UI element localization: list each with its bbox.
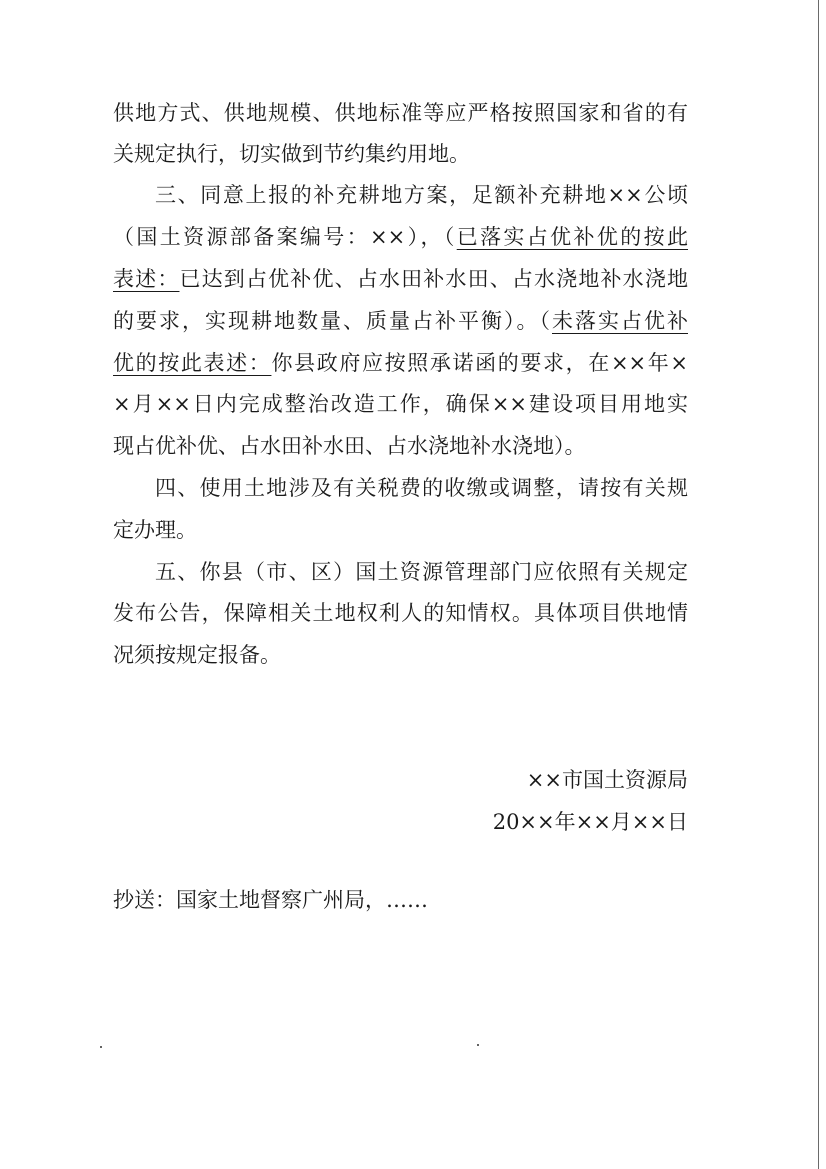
body-line-6 bbox=[113, 306, 688, 336]
underlined-text: 未落实占优补 bbox=[552, 309, 688, 333]
text-segment: 定办理。 bbox=[113, 518, 197, 542]
text-segment: 关规定执行，切实做到节约集约用地。 bbox=[113, 142, 470, 166]
body-line-11 bbox=[113, 515, 688, 545]
body-line-10 bbox=[155, 473, 688, 503]
signature-date: 20××年××月××日 bbox=[492, 810, 688, 834]
body-line-5 bbox=[113, 264, 688, 294]
body-line-9 bbox=[113, 431, 688, 461]
text-segment: 四、使用土地涉及有关税费的收缴或调整，请按有关规 bbox=[155, 476, 688, 500]
text-segment: 的要求，实现耕地数量、质量占补平衡）。（ bbox=[113, 309, 552, 333]
body-line-1 bbox=[113, 98, 688, 128]
body-line-2 bbox=[113, 139, 688, 169]
text-segment: 你县政府应按照承诺函的要求，在××年× bbox=[271, 351, 688, 375]
text-segment: ×月××日内完成整治改造工作，确保××建设项目用地实 bbox=[113, 392, 688, 416]
underlined-text: 已落实占优补优的按此 bbox=[456, 225, 689, 249]
body-line-4 bbox=[113, 222, 688, 252]
signature-org: ××市国土资源局 bbox=[526, 768, 688, 792]
body-line-7 bbox=[113, 348, 688, 378]
text-segment: 发布公告，保障相关土地权利人的知情权。具体项目供地情 bbox=[113, 601, 688, 625]
body-line-3 bbox=[155, 180, 688, 210]
body-line-13 bbox=[113, 598, 688, 628]
text-segment: 况须按规定报备。 bbox=[113, 643, 281, 667]
body-line-12 bbox=[155, 557, 688, 587]
cc-line: 抄送：国家土地督察广州局，…… bbox=[113, 888, 428, 912]
text-segment: 五、你县（市、区）国土资源管理部门应依照有关规定 bbox=[155, 560, 688, 584]
text-segment: 三、同意上报的补充耕地方案，足额补充耕地××公顷 bbox=[155, 183, 688, 207]
scan-edge-line bbox=[818, 0, 819, 1169]
text-segment: 供地方式、供地规模、供地标准等应严格按照国家和省的有 bbox=[113, 101, 688, 125]
text-segment: 现占优补优、占水田补水田、占水浇地补水浇地）。 bbox=[113, 434, 586, 458]
body-line-8 bbox=[113, 389, 688, 419]
text-segment: （国土资源部备案编号：××），（ bbox=[113, 225, 457, 249]
scan-speck bbox=[100, 1046, 102, 1048]
scan-speck bbox=[477, 1044, 479, 1046]
underlined-text: 优的按此表述： bbox=[113, 351, 272, 375]
text-segment: 已达到占优补优、占水田补水田、占水浇地补水浇地 bbox=[179, 267, 689, 291]
body-line-14 bbox=[113, 640, 688, 670]
underlined-text: 表述： bbox=[113, 267, 180, 291]
